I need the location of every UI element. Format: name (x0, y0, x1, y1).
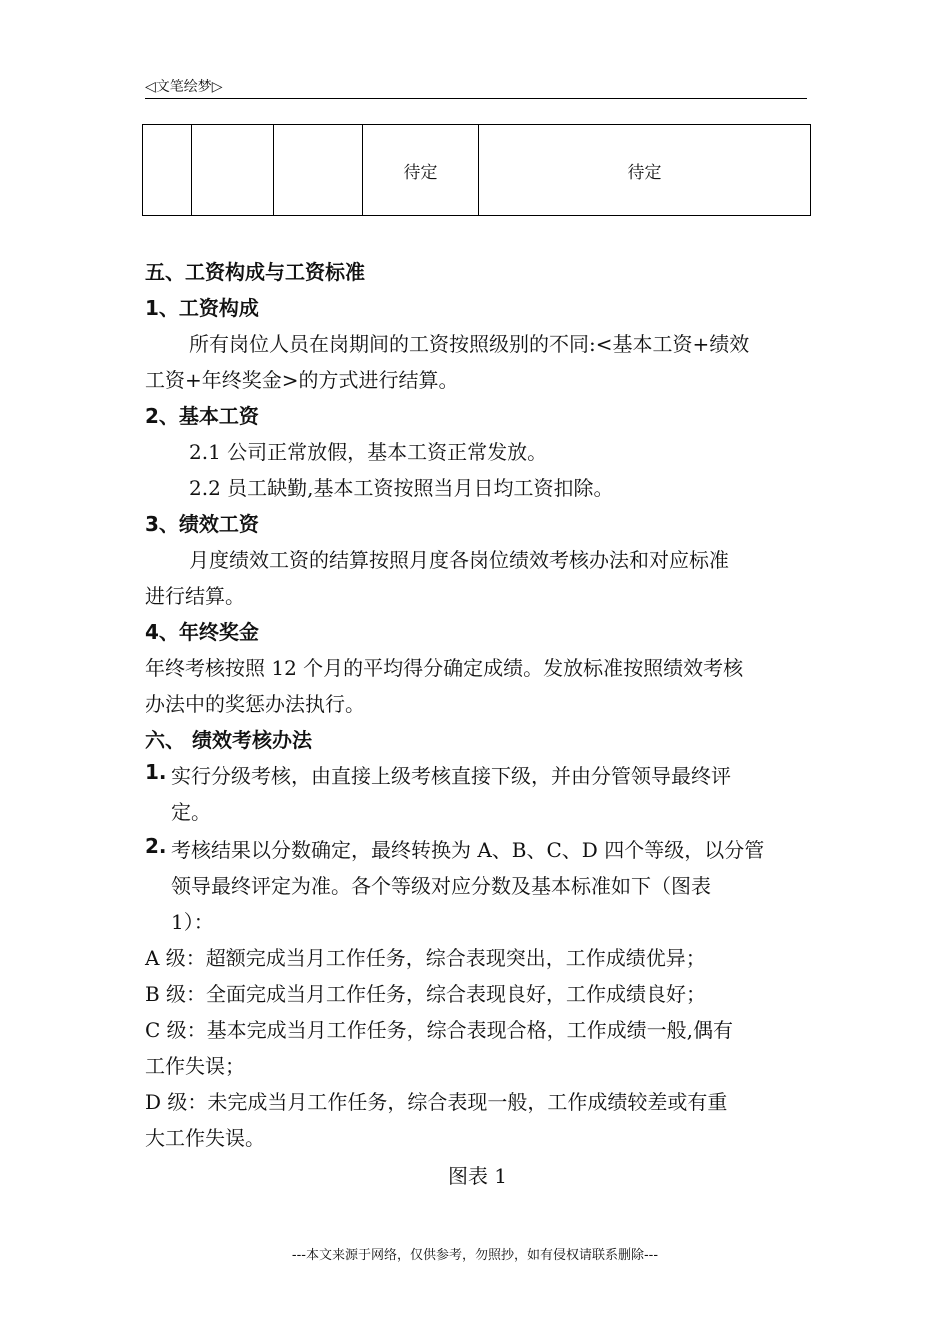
subsection-heading: 3、绩效工资 (145, 512, 259, 536)
table-cell (274, 125, 363, 216)
paragraph: 2.2 员工缺勤,基本工资按照当月日均工资扣除。 (189, 476, 614, 500)
top-table (142, 124, 811, 216)
grade-d-cont: 大工作失误。 (145, 1126, 265, 1150)
page-footer: ---本文来源于网络，仅供参考，勿照抄，如有侵权请联系删除--- (291, 1248, 659, 1263)
header-text: ◁文笔绘梦▷ (145, 79, 223, 95)
list-item: 考核结果以分数确定，最终转换为 A、B、C、D 四个等级，以分管 (171, 838, 765, 862)
table-cell: 待定 (479, 125, 811, 216)
paragraph: 月度绩效工资的结算按照月度各岗位绩效考核办法和对应标准 (189, 548, 729, 572)
grade-d: D 级：未完成当月工作任务，综合表现一般，工作成绩较差或有重 (145, 1090, 728, 1114)
paragraph: 进行结算。 (145, 584, 245, 608)
section-heading: 五、工资构成与工资标准 (145, 260, 365, 284)
list-item: 1）： (171, 910, 214, 934)
grade-b: B 级：全面完成当月工作任务，综合表现良好，工作成绩良好； (145, 982, 707, 1006)
figure-caption: 图表 1 (447, 1164, 508, 1188)
grade-c: C 级：基本完成当月工作任务，综合表现合格，工作成绩一般,偶有 (145, 1018, 734, 1042)
paragraph: 2.1 公司正常放假，基本工资正常发放。 (189, 440, 548, 464)
grade-c-cont: 工作失误； (145, 1054, 245, 1078)
table-cell (192, 125, 274, 216)
table-row (143, 125, 811, 216)
page-header (145, 74, 807, 99)
list-item: 实行分级考核，由直接上级考核直接下级，并由分管领导最终评 (171, 764, 731, 788)
subsection-heading: 1、工资构成 (145, 296, 259, 320)
subsection-heading: 4、年终奖金 (145, 620, 259, 644)
list-number: 1. (145, 760, 167, 784)
paragraph: 工资+年终奖金>的方式进行结算。 (145, 368, 459, 392)
paragraph: 年终考核按照 12 个月的平均得分确定成绩。发放标准按照绩效考核 (145, 656, 744, 680)
grade-a: A 级：超额完成当月工作任务，综合表现突出，工作成绩优异； (145, 946, 706, 970)
section-heading: 六、 绩效考核办法 (145, 728, 312, 752)
list-number: 2. (145, 834, 167, 858)
table-cell (143, 125, 192, 216)
subsection-heading: 2、基本工资 (145, 404, 259, 428)
list-item: 领导最终评定为准。各个等级对应分数及基本标准如下（图表 (171, 874, 711, 898)
list-item: 定。 (171, 800, 211, 824)
paragraph: 所有岗位人员在岗期间的工资按照级别的不同:<基本工资+绩效 (189, 332, 750, 356)
paragraph: 办法中的奖惩办法执行。 (145, 692, 365, 716)
table-cell: 待定 (363, 125, 479, 216)
